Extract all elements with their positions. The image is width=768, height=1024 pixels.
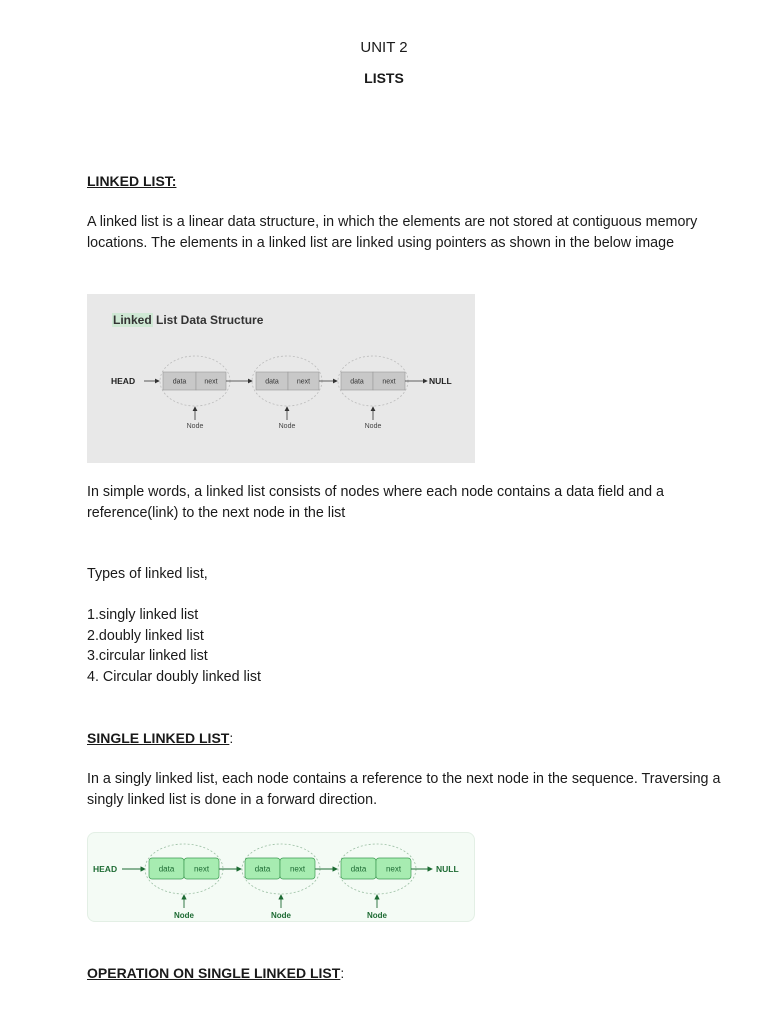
single-linked-list-heading [87, 730, 233, 746]
data-label: data [350, 378, 364, 386]
data-label: data [350, 864, 367, 874]
operation-heading [87, 965, 344, 981]
intro-line-1: A linked list is a linear data structure, in which the elements are not stored at contiguous memory [87, 214, 698, 230]
null-label: NULL [429, 376, 452, 386]
head-label: HEAD [111, 376, 136, 386]
next-label: next [385, 864, 402, 874]
head-label: HEAD [93, 864, 118, 874]
linked-list-intro [87, 212, 737, 253]
page-title: LISTS [364, 70, 404, 86]
data-label: data [158, 864, 175, 874]
simple-line-2: reference(link) to the next node in the list [87, 504, 346, 521]
data-label: data [254, 864, 271, 874]
next-label: next [382, 378, 396, 386]
single-linked-list-diagram [87, 832, 475, 922]
node-label: Node [186, 423, 204, 430]
list-item: 4. Circular doubly linked list [87, 668, 262, 685]
simple-line-1: In simple words, a linked list consists of nodes where each node contains a data field and a [87, 484, 664, 500]
list-item: 2.doubly linked list [87, 627, 204, 644]
single-heading-colon: : [229, 730, 234, 746]
operation-heading-colon: : [340, 965, 345, 981]
single-desc-line-2: singly linked list is done in a forward direction. [87, 791, 378, 808]
intro-line-2: locations. The elements in a linked list are linked using pointers as shown in the below image [87, 234, 675, 251]
operation-heading-text: OPERATION ON SINGLE LINKED LIST [87, 965, 341, 981]
single-linked-list-description [87, 769, 737, 810]
single-heading-text: SINGLE LINKED LIST [87, 730, 230, 746]
linked-list-diagram [87, 294, 475, 463]
types-list [87, 605, 261, 687]
next-label: next [296, 378, 311, 386]
diagram-title-highlight: Linked [113, 313, 152, 327]
data-label: data [265, 378, 279, 386]
diagram-svg [87, 294, 475, 463]
single-desc-line-1: In a singly linked list, each node contains a reference to the next node in the sequence. Traversing a [87, 771, 721, 787]
null-label: NULL [436, 864, 459, 874]
diagram-title-rest: List Data Structure [152, 313, 264, 327]
next-label: next [289, 864, 306, 874]
linked-list-heading: LINKED LIST: [87, 173, 177, 189]
next-label: next [204, 378, 218, 386]
node-label: Node [174, 911, 194, 920]
node-label: Node [367, 911, 387, 920]
unit-title: UNIT 2 [360, 39, 408, 56]
simple-words-paragraph [87, 482, 737, 523]
node-label: Node [278, 423, 296, 430]
single-diagram-svg [87, 832, 475, 922]
node-label: Node [364, 423, 382, 430]
next-label: next [193, 864, 210, 874]
data-label: data [172, 378, 187, 386]
types-intro: Types of linked list, [87, 566, 208, 582]
list-item: 1.singly linked list [87, 607, 199, 623]
list-item: 3.circular linked list [87, 648, 208, 664]
node-label: Node [271, 911, 291, 920]
